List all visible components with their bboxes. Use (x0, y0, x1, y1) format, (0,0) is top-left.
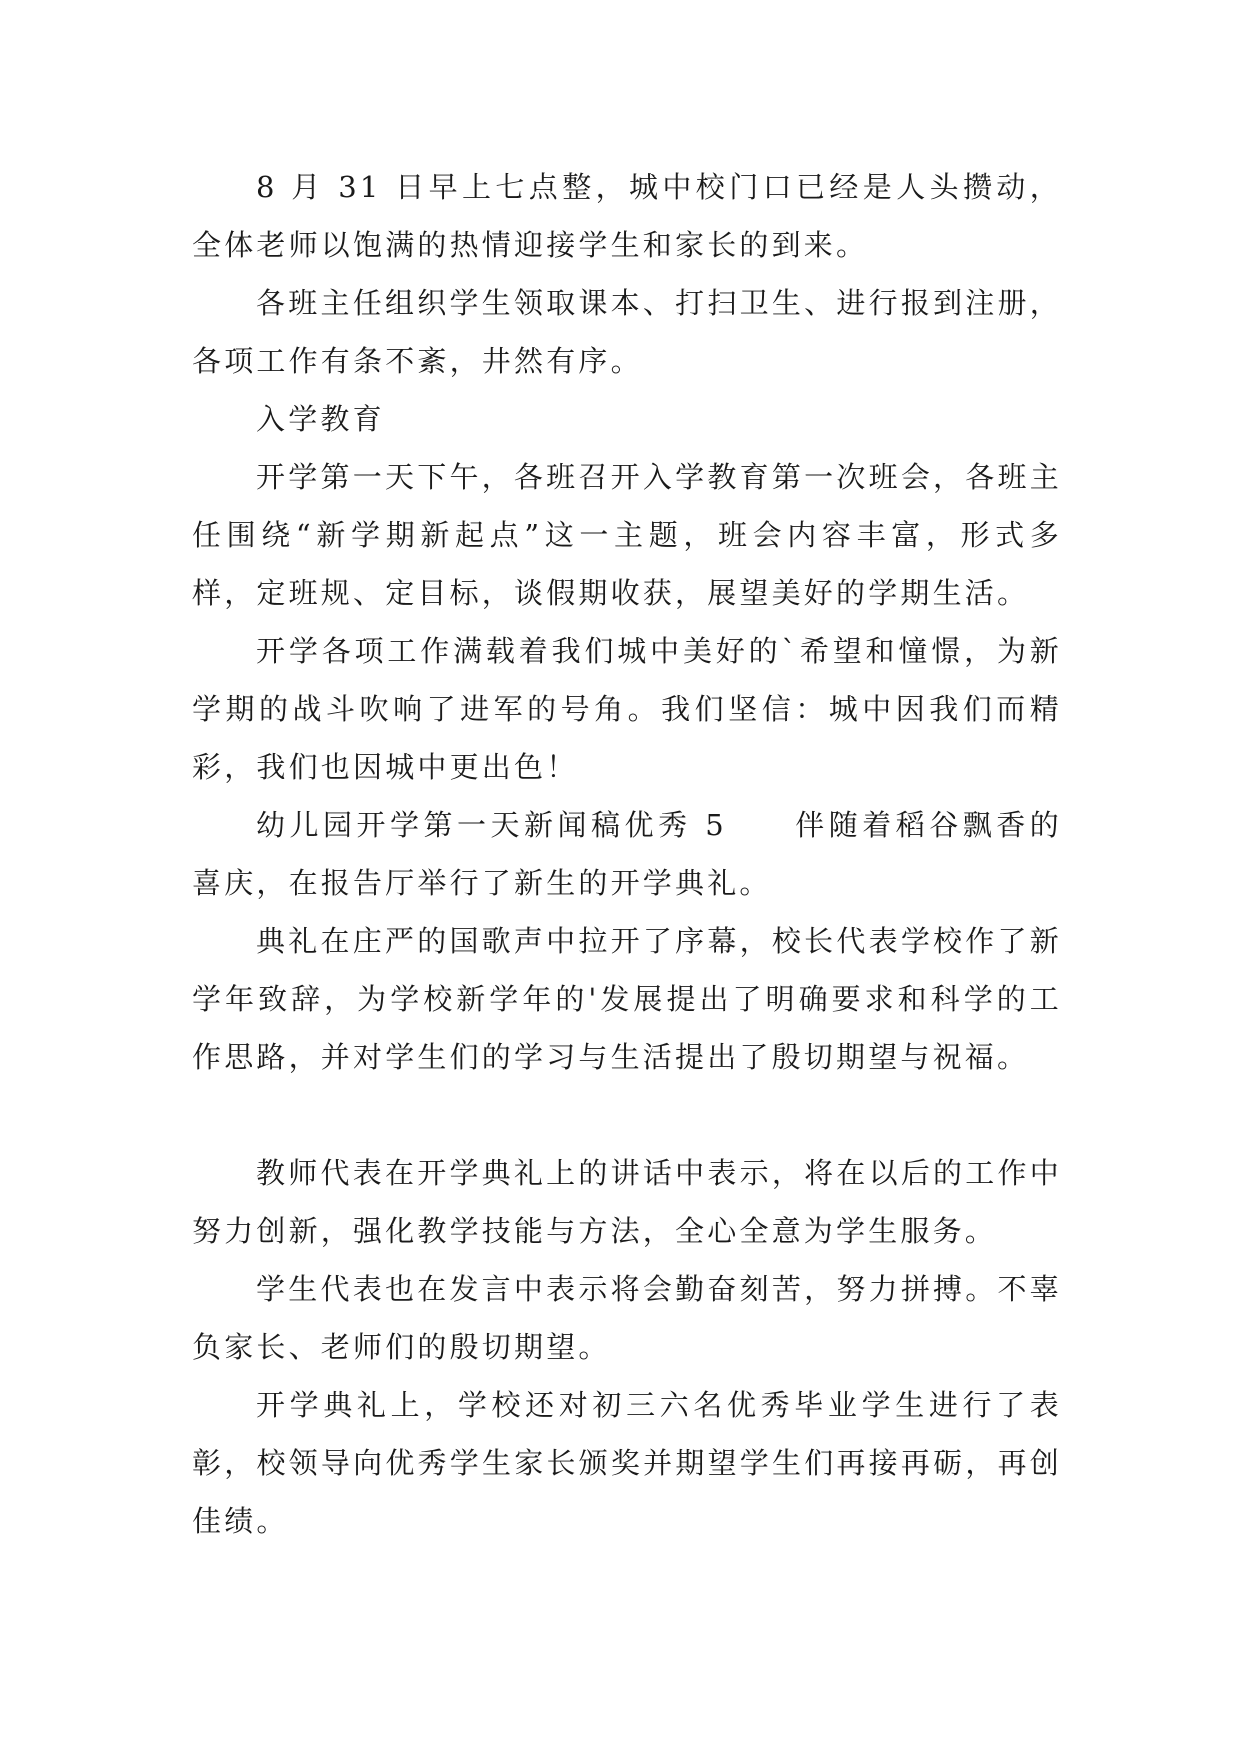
paragraph-opening: 8 月 31 日早上七点整，城中校门口已经是人头攒动，全体老师以饱满的热情迎接学生和家长的到来。 (192, 170, 1062, 262)
paragraph-awards: 开学典礼上，学校还对初三六名优秀毕业学生进行了表彰，校领导向优秀学生家长颁奖并期望学生们再接再砺，再创佳绩。 (192, 1388, 1062, 1538)
paragraph-ceremony: 典礼在庄严的国歌声中拉开了序幕，校长代表学校作了新学年致辞，为学校新学年的'发展提出了明确要求和科学的工作思路，并对学生们的学习与生活提出了殷切期望与祝福。 (192, 924, 1062, 1074)
paragraph-kindergarten-title: 幼儿园开学第一天新闻稿优秀 5 伴随着稻谷飘香的喜庆，在报告厅举行了新生的开学典礼。 (192, 808, 1062, 900)
paragraph-registration: 各班主任组织学生领取课本、打扫卫生、进行报到注册，各项工作有条不紊，井然有序。 (192, 286, 1062, 378)
paragraph-student-representative: 学生代表也在发言中表示将会勤奋刻苦，努力拼搏。不辜负家长、老师们的殷切期望。 (192, 1272, 1062, 1364)
section-heading-enrollment-education: 入学教育 (256, 402, 385, 436)
paragraph-class-meeting: 开学第一天下午，各班召开入学教育第一次班会，各班主任围绕“新学期新起点”这一主题，班会内容丰富，形式多样，定班规、定目标，谈假期收获，展望美好的学期生活。 (192, 460, 1062, 610)
paragraph-hope: 开学各项工作满载着我们城中美好的`希望和憧憬，为新学期的战斗吹响了进军的号角。我们坚信：城中因我们而精彩，我们也因城中更出色！ (192, 634, 1062, 784)
paragraph-teacher-representative: 教师代表在开学典礼上的讲话中表示，将在以后的工作中努力创新，强化教学技能与方法，全心全意为学生服务。 (192, 1156, 1062, 1248)
